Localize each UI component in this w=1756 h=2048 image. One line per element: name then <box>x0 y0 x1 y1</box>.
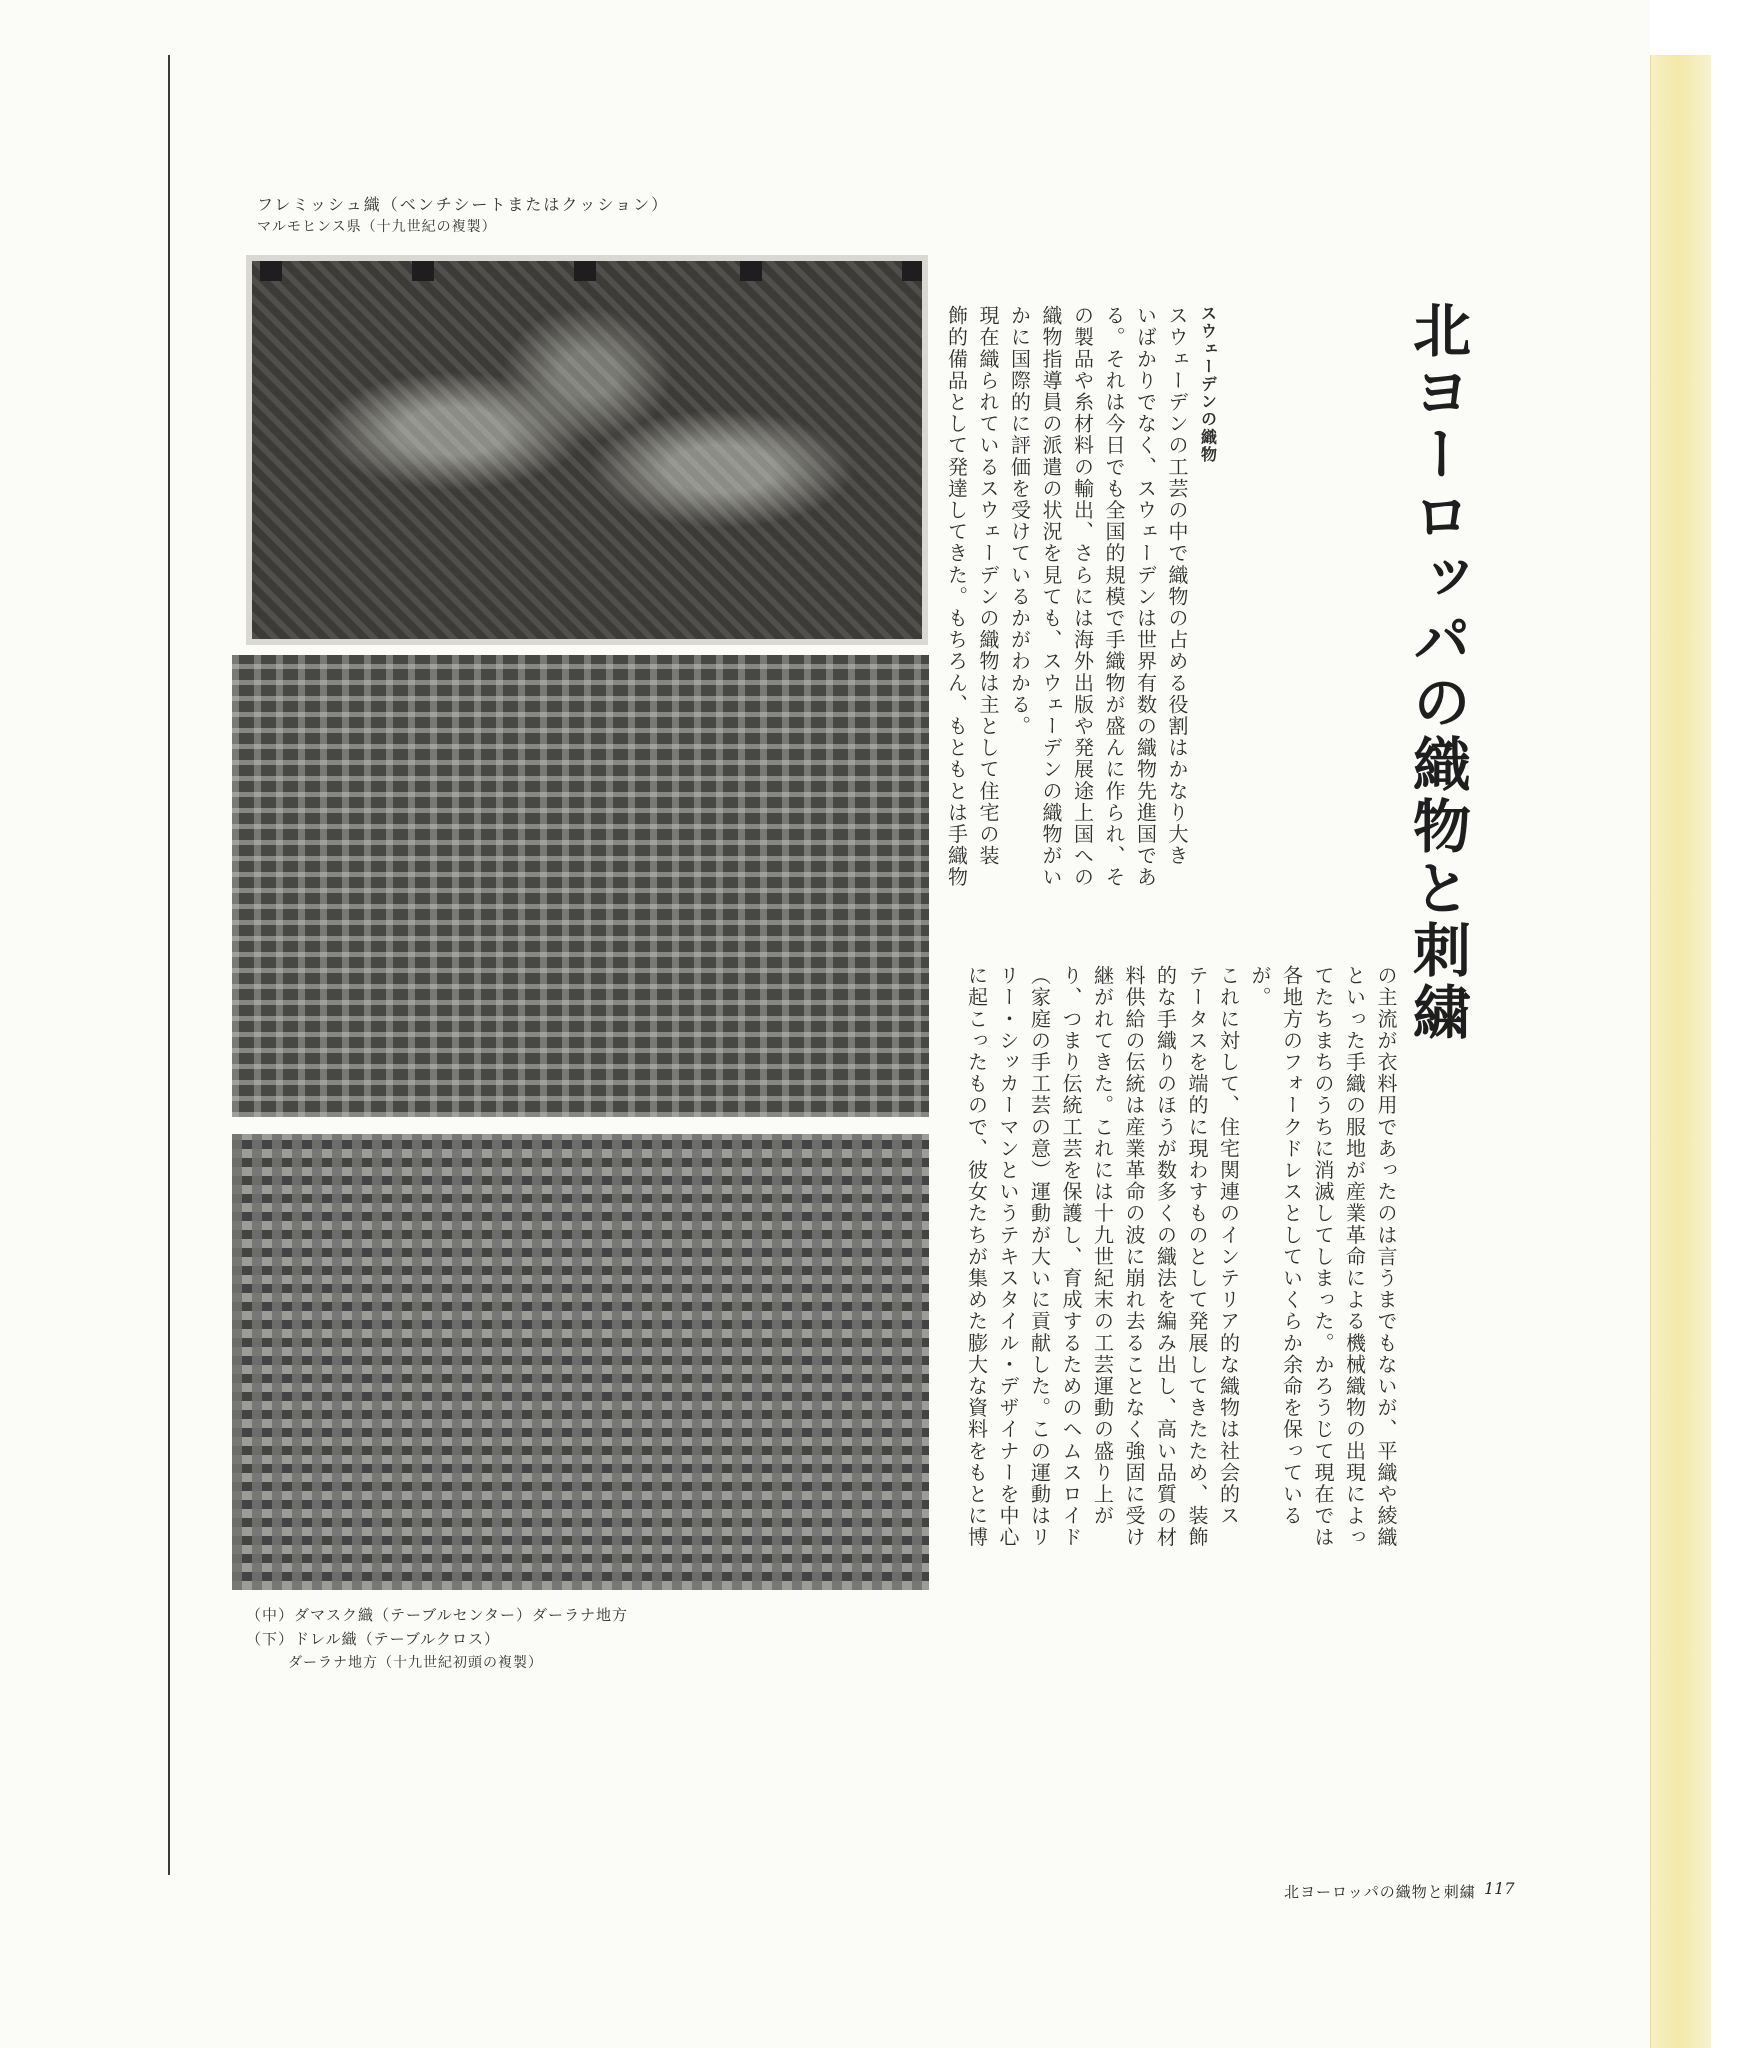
text-line: 織物指導員の派遣の状況を見ても、スウェーデンの織物がい <box>1039 305 1063 889</box>
text-line: いばかりでなく、スウェーデンは世界有数の織物先進国であ <box>1133 305 1158 889</box>
text-line: スウェーデンの工芸の中で織物の占める役割はかなり大き <box>1165 305 1189 867</box>
text-line: る。それは今日でも全国的規模で手織物が盛んに作られ、そ <box>1102 305 1126 889</box>
text-line: リー・シッカーマンというテキスタイル・デザイナーを中心 <box>996 965 1020 1549</box>
hanging-tab <box>412 259 434 281</box>
text-line: （家庭の手工芸の意）運動が大いに貢献した。この運動はリ <box>1027 965 1052 1549</box>
subheading: スウェーデンの織物 <box>1198 305 1218 464</box>
left-margin-rule <box>168 55 170 1875</box>
text-line: 飾的備品として発達してきた。もちろん、もともとは手織物 <box>944 305 969 889</box>
text-line: 現在織られているスウェーデンの織物は主として住宅の装 <box>976 305 1000 867</box>
hanging-tab <box>574 259 596 281</box>
text-line: テータスを端的に現わすものとして発展してきたため、装飾 <box>1185 965 1209 1549</box>
page-number: 117 <box>1484 1879 1515 1898</box>
text-line: 料供給の伝統は産業革命の波に崩れ去ることなく強固に受け <box>1122 965 1146 1549</box>
text-line: といった手織の服地が産業革命による機械織物の出現によっ <box>1342 965 1367 1549</box>
photo-drell-weave <box>232 1134 929 1590</box>
text-line: に起こったもので、彼女たちが集めた膨大な資料をもとに博 <box>964 965 989 1549</box>
text-line: かに国際的に評価を受けているかがわかる。 <box>1007 305 1032 737</box>
caption-damask: （中）ダマスク織（テーブルセンター）ダーラナ地方 <box>246 1606 629 1624</box>
text-line: 各地方のフォークドレスとしていくらか余命を保っている <box>1279 965 1304 1527</box>
hanging-tab <box>260 259 282 281</box>
hanging-tab <box>740 259 762 281</box>
article-title: 北ヨーロッパの織物と刺繍 <box>1403 300 1471 1044</box>
text-line: の主流が衣料用であったのは言うまでもないが、平織や綾織 <box>1374 965 1398 1549</box>
page-edge <box>1650 55 1711 2048</box>
photo-damask-weave <box>232 655 929 1117</box>
text-line: り、つまり伝統工芸を保護し、育成するためのヘムスロイド <box>1059 965 1083 1549</box>
caption-drell-origin: ダーラナ地方（十九世紀初頭の複製） <box>288 1655 543 1671</box>
text-column-upper <box>940 305 1224 915</box>
photo-flemish-weave <box>246 255 928 645</box>
text-line: てたちまちのうちに消滅してしまった。かろうじて現在では <box>1311 965 1335 1549</box>
text-line: の製品や糸材料の輸出、さらには海外出版や発展途上国への <box>1070 305 1095 889</box>
hanging-tab <box>902 259 924 281</box>
running-head: 北ヨーロッパの織物と刺繍 <box>1284 1883 1476 1901</box>
caption-flemish-weave: フレミッシュ織（ベンチシートまたはクッション） <box>257 195 670 214</box>
caption-flemish-origin: マルモヒンス県（十九世紀の複製） <box>257 219 497 235</box>
text-line: が。 <box>1248 965 1272 1009</box>
text-line: これに対して、住宅関連のインテリア的な織物は社会的ス <box>1216 965 1241 1527</box>
text-column-lower <box>960 965 1401 1610</box>
text-line: 的な手織りのほうが数多くの織法を編み出し、高い品質の材 <box>1153 965 1178 1549</box>
text-line: 継がれてきた。これには十九世紀末の工芸運動の盛り上が <box>1090 965 1115 1527</box>
caption-drell: （下）ドレル織（テーブルクロス） <box>246 1630 500 1648</box>
